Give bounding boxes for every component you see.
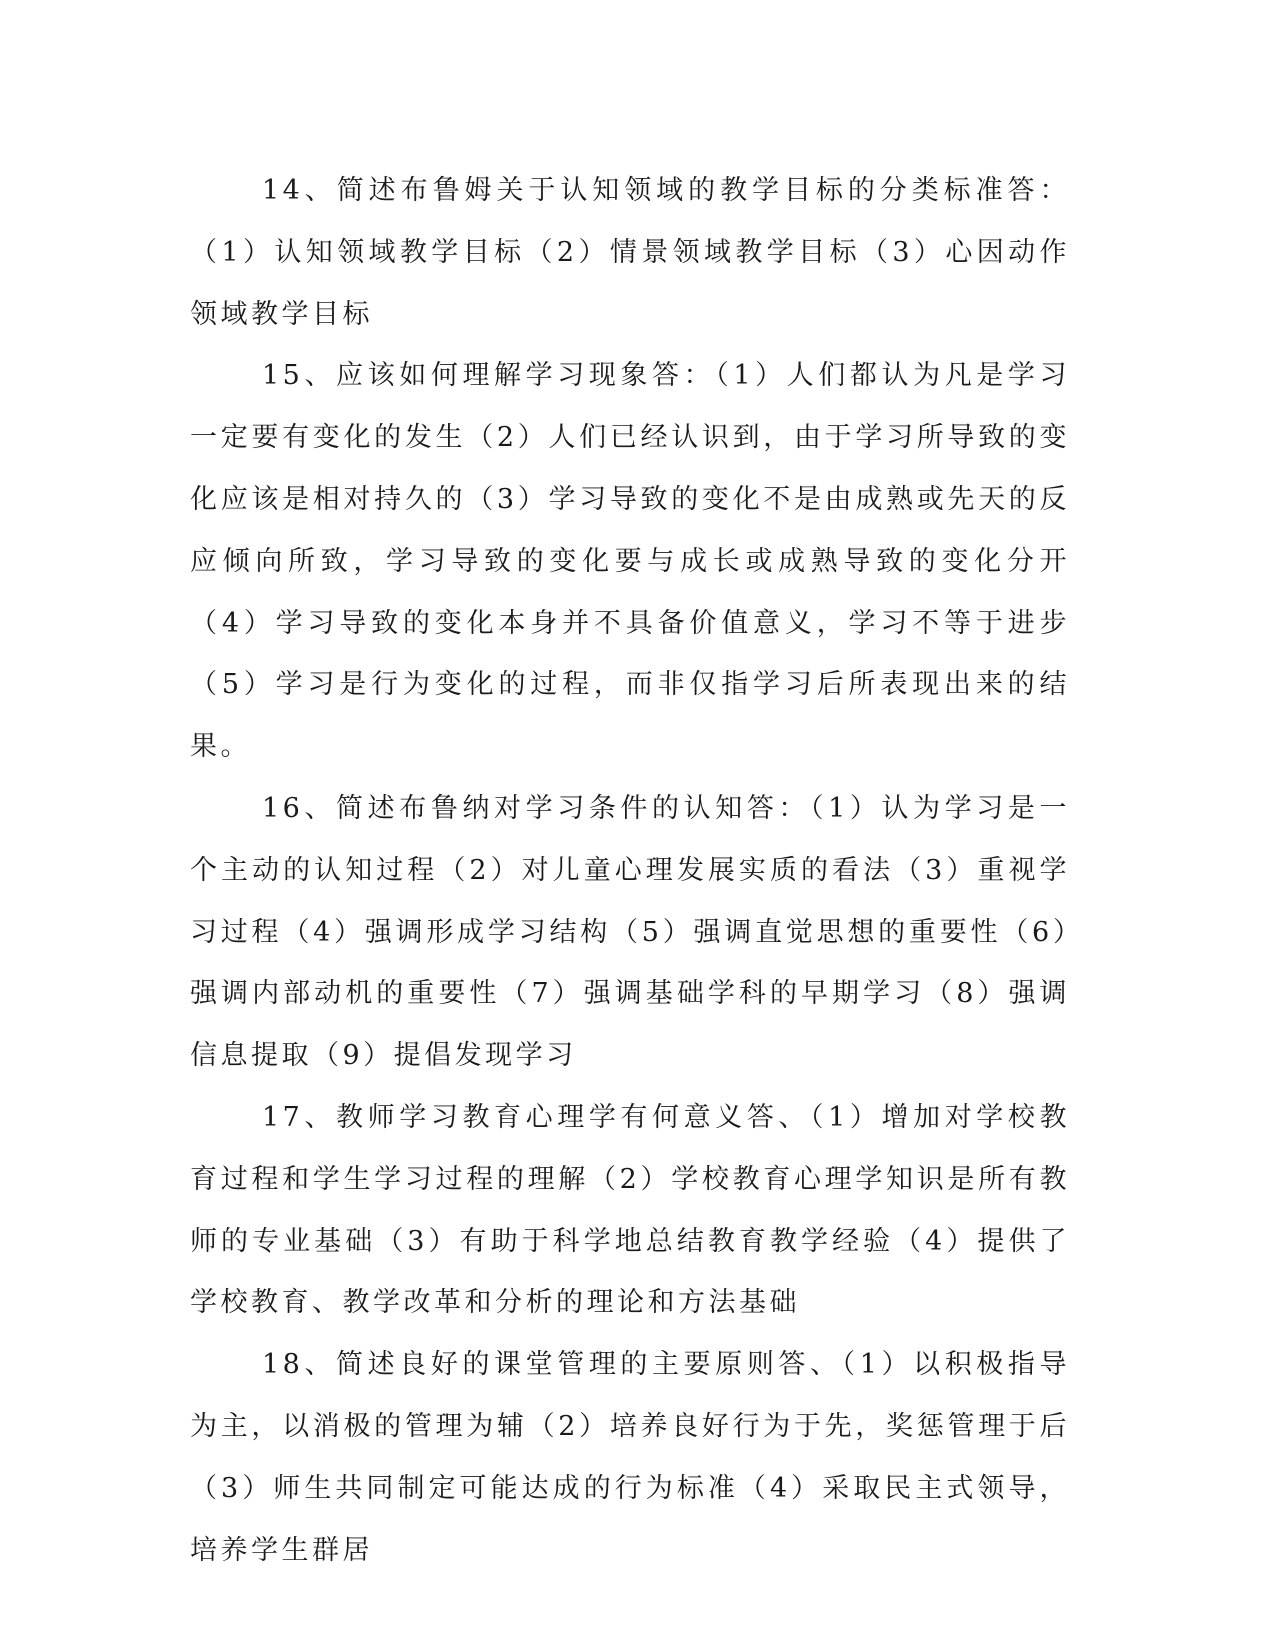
paragraph-question-16: 16、简述布鲁纳对学习条件的认知答：（1）认为学习是一个主动的认知过程（2）对儿童心理发展实质的看法（3）重视学习过程（4）强调形成学习结构（5）强调直觉思想的重要性（6）强调内部动机的重要性（7）强调基础学科的早期学习（8）强调信息提取（9）提倡发现学习 (190, 792, 1070, 1072)
paragraph-question-14: 14、简述布鲁姆关于认知领域的教学目标的分类标准答：（1）认知领域教学目标（2）情景领域教学目标（3）心因动作领域教学目标 (190, 175, 1070, 330)
paragraph-question-15: 15、应该如何理解学习现象答：（1）人们都认为凡是学习一定要有变化的发生（2）人们已经认识到，由于学习所导致的变化应该是相对持久的（3）学习导致的变化不是由成熟或先天的反应倾向所致，学习导致的变化要与成长或成熟导致的变化分开（4）学习导致的变化本身并不具备价值意义，学习不等于进步（5）学习是行为变化的过程，而非仅指学习后所表现出来的结果。 (190, 360, 1070, 763)
document-body (190, 160, 1070, 1581)
paragraph-question-18: 18、简述良好的课堂管理的主要原则答、（1）以积极指导为主，以消极的管理为辅（2）培养良好行为于先，奖惩管理于后（3）师生共同制定可能达成的行为标准（4）采取民主式领导，培养学生群居 (190, 1349, 1070, 1566)
paragraph-question-17: 17、教师学习教育心理学有何意义答、（1）增加对学校教育过程和学生学习过程的理解（2）学校教育心理学知识是所有教师的专业基础（3）有助于科学地总结教育教学经验（4）提供了学校教育、教学改革和分析的理论和方法基础 (190, 1101, 1070, 1319)
